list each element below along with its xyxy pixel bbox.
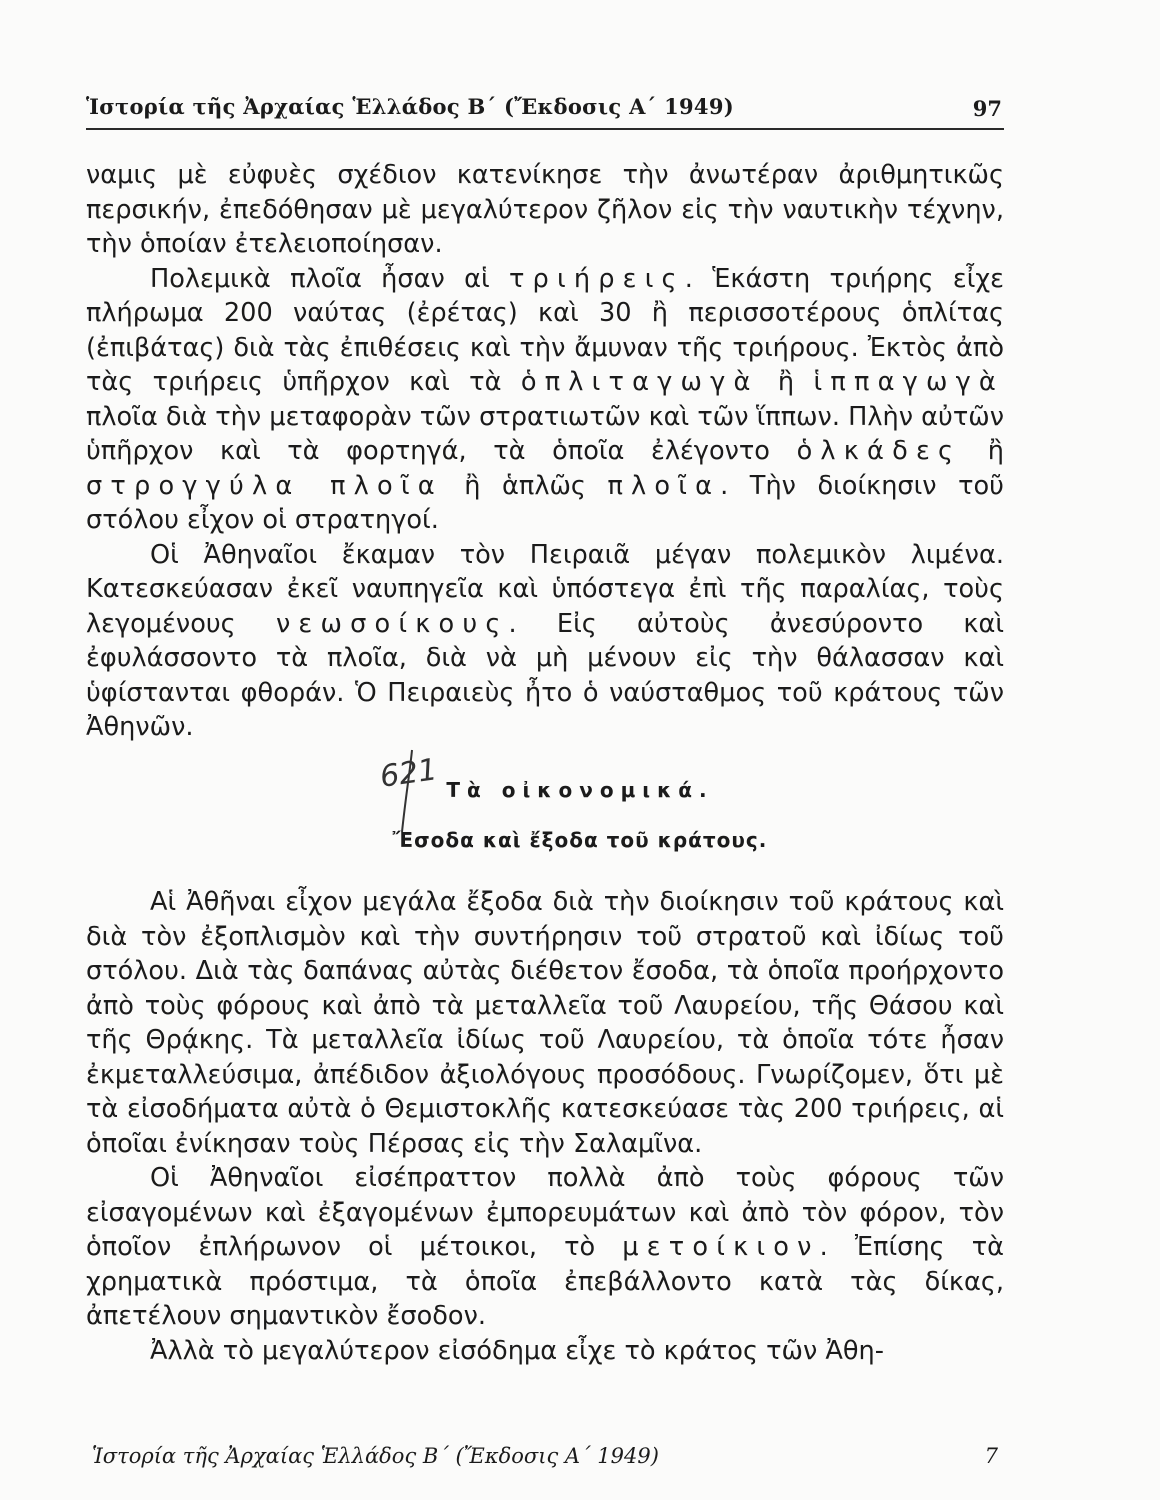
paragraph-warships: Πολεμικὰ πλοῖα ἦσαν αἱ τριήρεις. Ἑκάστη τριήρης εἶχε πλήρωμα 200 ναύτας (ἐρέτας) καὶ 30 ἢ περισσοτέρους ὁπλίτας (ἐπιβάτας) διὰ τὰς ἐπιθέσεις καὶ τὴν ἄμυναν τῆς τριήρους. Ἐκτὸς ἀπὸ τὰς τριήρεις ὑπῆρχον καὶ τὰ ὁπλιταγωγὰ ἢ ἱππαγωγὰ πλοῖα διὰ τὴν μεταφορὰν τῶν στρατιωτῶν καὶ τῶν ἵππων. Πλὴν αὐτῶν ὑπῆρχον καὶ τὰ φορτηγά, τὰ ὁποῖα ἐλέγοντο ὁλκάδες ἢ στρογγύλα πλοῖα ἢ ἁπλῶς πλοῖα. Τὴν διοίκησιν τοῦ στόλου εἶχον οἱ στρατηγοί. bbox=[86, 263, 1005, 535]
spaced-term: ὁλκάδες bbox=[796, 436, 962, 466]
footer-title: Ἱστορία τῆς Ἀρχαίας Ἑλλάδος Β΄ (Ἔκδοσις Α΄ 1949) bbox=[92, 1444, 659, 1468]
section-navy-text bbox=[86, 158, 1004, 745]
running-footer bbox=[92, 1444, 998, 1474]
spaced-term: τριήρεις bbox=[508, 263, 685, 294]
spaced-term: νεωσοίκους bbox=[275, 608, 509, 639]
spaced-term: ὁπλιταγωγὰ bbox=[520, 367, 759, 397]
header-title: Ἱστορία τῆς Ἀρχαίας Ἑλλάδος Β΄ (Ἔκδοσις Α΄ 1949) bbox=[86, 94, 734, 119]
spaced-term: στρογγύλα πλοῖα bbox=[86, 470, 443, 501]
running-header bbox=[86, 92, 1004, 130]
section-title: Τὰ οἰκονομικά. bbox=[446, 778, 714, 802]
handwritten-annotation: 621 bbox=[377, 752, 440, 795]
paragraph-income: Ἀλλὰ τὸ μεγαλύτερον εἰσόδημα εἶχε τὸ κράτος τῶν Ἀθη- bbox=[150, 1335, 884, 1366]
spaced-term: ἱππαγωγὰ bbox=[813, 367, 1004, 397]
section-economy-text bbox=[86, 885, 1004, 1368]
paragraph-expenses: Αἱ Ἀθῆναι εἶχον μεγάλα ἔξοδα διὰ τὴν διοίκησιν τοῦ κράτους καὶ διὰ τὸν ἐξοπλισμὸν καὶ τὴν συντήρησιν τοῦ στρατοῦ καὶ ἰδίως τοῦ στόλου. Διὰ τὰς δαπάνας αὐτὰς διέθετον ἔσοδα, τὰ ὁποῖα προήρχοντο ἀπὸ τοὺς φόρους καὶ ἀπὸ τὰ μεταλλεῖα τοῦ Λαυρείου, τῆς Θάσου καὶ τῆς Θρᾴκης. Τὰ μεταλλεῖα ἰδίως τοῦ Λαυρείου, τὰ ὁποῖα τότε ἦσαν ἐκμεταλλεύσιμα, ἀπέδιδον ἀξιολόγους προσόδους. Γνωρίζομεν, ὅτι μὲ τὰ εἰσοδήματα αὐτὰ ὁ Θεμιστοκλῆς κατεσκεύασε τὰς 200 τριήρεις, αἱ ὁποῖαι ἐνίκησαν τοὺς Πέρσας εἰς τὴν Σαλαμῖνα. bbox=[86, 887, 1004, 1159]
spaced-term: μετοίκιον bbox=[622, 1232, 820, 1262]
paragraph-piraeus: Οἱ Ἀθηναῖοι ἔκαμαν τὸν Πειραιᾶ μέγαν πολεμικὸν λιμένα. Κατεσκεύασαν ἐκεῖ ναυπηγεῖα καὶ ὑπόστεγα ἐπὶ τῆς παραλίας, τοὺς λεγομένους νεωσοίκους. Εἰς αὐτοὺς ἀνεσύροντο καὶ ἐφυλάσσοντο τὰ πλοῖα, διὰ νὰ μὴ μένουν εἰς τὴν θάλασσαν καὶ ὑφίστανται φθοράν. Ὁ Πειραιεὺς ἦτο ὁ ναύσταθμος τοῦ κράτους τῶν Ἀθηνῶν. bbox=[86, 539, 1004, 742]
paragraph: ναμις μὲ εὐφυὲς σχέδιον κατενίκησε τὴν ἀνωτέραν ἀριθμητικῶς περσικήν, ἐπεδόθησαν μὲ μεγαλύτερον ζῆλον εἰς τὴν ναυτικὴν τέχνην, τὴν ὁποίαν ἐτελειοποίησαν. bbox=[86, 160, 1004, 259]
footer-page-number: 7 bbox=[984, 1444, 998, 1468]
paragraph-taxes: Οἱ Ἀθηναῖοι εἰσέπραττον πολλὰ ἀπὸ τοὺς φόρους τῶν εἰσαγομένων καὶ ἐξαγομένων ἐμπορευμάτων καὶ ἀπὸ τὸν φόρον, τὸν ὁποῖον ἐπλήρωνον οἱ μέτοικοι, τὸ μετοίκιον. Ἐπίσης τὰ χρηματικὰ πρόστιμα, τὰ ὁποῖα ἐπεβάλλοντο κατὰ τὰς δίκας, ἀπετέλουν σημαντικὸν ἔσοδον. bbox=[86, 1163, 1004, 1331]
spaced-term: πλοῖα bbox=[607, 470, 721, 501]
header-page-number: 97 bbox=[972, 96, 1002, 121]
section-subtitle: Ἔσοδα καὶ ἔξοδα τοῦ κράτους. bbox=[392, 828, 768, 852]
